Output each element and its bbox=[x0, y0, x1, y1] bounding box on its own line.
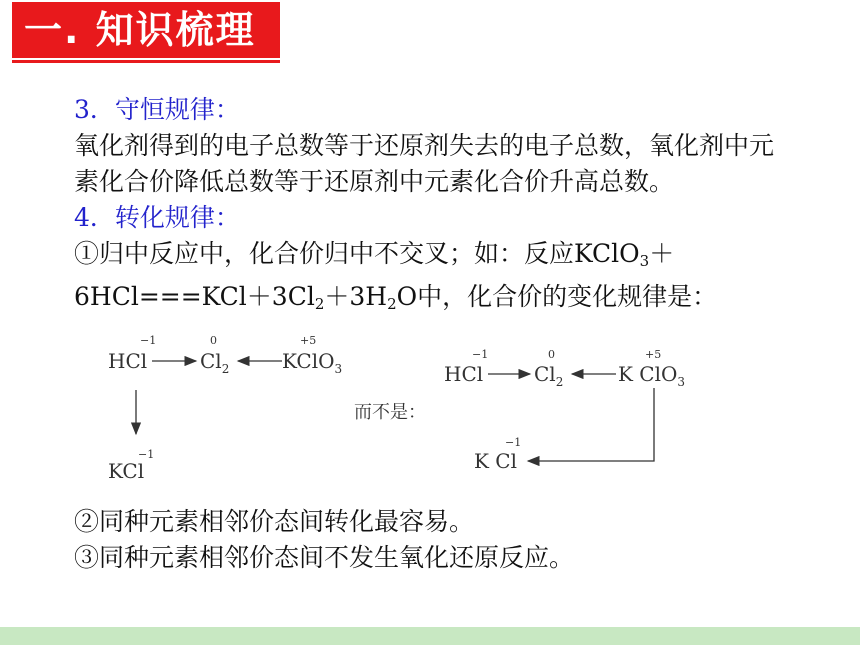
title-underline bbox=[12, 60, 280, 63]
right-kcl: K Cl bbox=[474, 449, 517, 473]
right-kcl-ox: −1 bbox=[505, 436, 522, 449]
left-kclo3: KClO$_3$ bbox=[282, 349, 343, 376]
content-body bbox=[74, 92, 814, 322]
right-kclo3-ox: +5 bbox=[645, 348, 662, 361]
rules-list bbox=[74, 504, 814, 576]
left-kclo3-ox: +5 bbox=[300, 334, 317, 347]
left-hcl: HCl bbox=[108, 349, 148, 373]
right-kclo3: K ClO$_3$ bbox=[618, 362, 686, 389]
footer-bar bbox=[0, 627, 860, 645]
right-cl2-ox: 0 bbox=[548, 348, 555, 361]
left-cl2: $Cl_2$ bbox=[200, 349, 230, 376]
valence-diagram bbox=[0, 330, 860, 480]
left-kcl-ox: −1 bbox=[138, 448, 155, 461]
point-3: ③同种元素相邻价态间不发生氧化还原反应。 bbox=[74, 543, 575, 572]
section-title: 一. 知识梳理 bbox=[12, 2, 280, 58]
left-kcl: KCl bbox=[108, 459, 145, 480]
conversion-rule-line1: ①归中反应中，化合价归中不交叉；如：反应KClO$_3$＋ bbox=[74, 239, 675, 270]
conservation-rule-text: 氧化剂得到的电子总数等于还原剂失去的电子总数，氧化剂中元素化合价降低总数等于还原剂中元素化合价升高总数。 bbox=[74, 131, 775, 196]
right-hcl: HCl bbox=[444, 362, 484, 386]
heading-conversion-rule: 4．转化规律： bbox=[74, 203, 240, 232]
right-cl2: $Cl_2$ bbox=[534, 362, 564, 389]
left-hcl-ox: −1 bbox=[140, 334, 157, 347]
left-cl2-ox: 0 bbox=[210, 334, 217, 347]
heading-conservation-rule: 3．守恒规律： bbox=[74, 95, 240, 124]
right-arrow-kclo3-kcl bbox=[528, 388, 654, 461]
conversion-rule-line2: $6HCl===KCl+3Cl_2+3H_2O$中，化合价的变化规律是： bbox=[74, 282, 718, 313]
point-2: ②同种元素相邻价态间转化最容易。 bbox=[74, 507, 475, 536]
instead-of-label: 而不是： bbox=[354, 402, 426, 423]
right-hcl-ox: −1 bbox=[472, 348, 489, 361]
